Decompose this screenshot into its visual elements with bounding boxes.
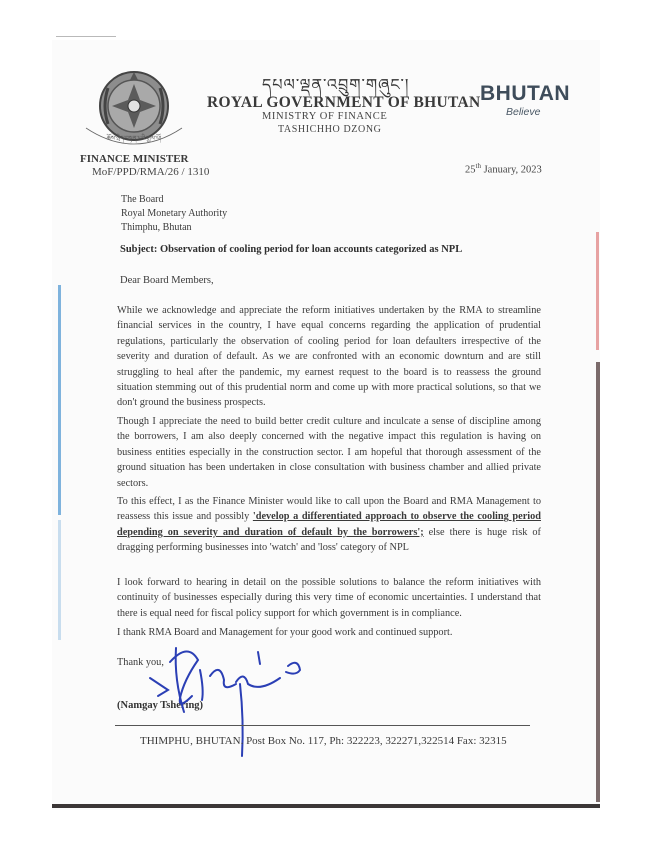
reference-number: MoF/PPD/RMA/26 / 1310 bbox=[92, 166, 210, 178]
signatory-name: (Namgay Tshering) bbox=[117, 700, 204, 711]
dzongkha-title: དཔལ་ལྡན་འབྲུག་གཞུང་། bbox=[262, 75, 410, 94]
closing-thanks: Thank you, bbox=[117, 657, 164, 668]
emphasized-request: 'develop a differentiated approach to observe the cooling period depending on severity and duration of default by the borrowers'; bbox=[117, 511, 541, 538]
paragraph-3: To this effect, I as the Finance Minister would like to call upon the Board and RMA Management to reassess this issue and possibly 'develop a differentiated approach to observe the cooling period depending on severity and duration of default by the borrowers'; else there is huge risk of dragging performing businesses into 'watch' and 'loss' category of NPL bbox=[117, 496, 541, 554]
recipient-line-2: Royal Monetary Authority bbox=[121, 208, 228, 219]
ministry-location: TASHICHHO DZONG bbox=[278, 124, 382, 135]
scan-mark bbox=[56, 36, 116, 37]
scan-edge-bottom bbox=[52, 804, 600, 808]
letter-subject: Subject: Observation of cooling period for loan accounts categorized as NPL bbox=[120, 244, 463, 255]
scan-edge-right bbox=[596, 362, 600, 802]
scan-edge-left bbox=[58, 285, 61, 515]
footer-divider bbox=[115, 725, 530, 726]
paragraph-2: Though I appreciate the need to build better credit culture and inculcate a sense of discipline among the borrowers, I am also deeply concerned with the negative impact this regulation is having on business entities especially in the construction sector. I am hopeful that thorough assessment of the ground situation has been undertaken in close consultation with business chamber and allied private sectors. bbox=[117, 416, 541, 489]
royal-emblem bbox=[80, 66, 188, 152]
ministry-name: MINISTRY OF FINANCE bbox=[262, 111, 388, 122]
recipient-line-1: The Board bbox=[121, 194, 164, 205]
emblem-motto: ཆོས་སྲིད་བསྟན་པའི་རྒྱལ་པོ། bbox=[106, 135, 162, 142]
paragraph-1: While we acknowledge and appreciate the reform initiatives undertaken by the RMA to streamline financial services in the country, I have equal concerns regarding the application of prudential regulations, particularly the observation of cooling period for loan defaulters irrespective of the severity and duration of default. As we are confronted with an economic downturn and are still struggling to heal after the pandemic, my earnest request to the board is to reassess the ground situation stemming out of this prudential norm and come up with more practical solutions, so that we don't ground the business prospects. bbox=[117, 305, 541, 409]
recipient-line-3: Thimphu, Bhutan bbox=[121, 222, 192, 233]
office-title: FINANCE MINISTER bbox=[80, 153, 189, 165]
government-name: ROYAL GOVERNMENT OF BHUTAN bbox=[207, 94, 481, 111]
footer-address: THIMPHU, BHUTAN. Post Box No. 117, Ph: 322223, 322271,322514 Fax: 32315 bbox=[140, 735, 507, 747]
scan-edge-left-lower bbox=[58, 520, 61, 640]
scan-edge-right-red bbox=[596, 232, 599, 350]
salutation: Dear Board Members, bbox=[120, 275, 214, 286]
paragraph-5: I thank RMA Board and Management for your good work and continued support. bbox=[117, 627, 453, 638]
brand-tagline: Believe bbox=[506, 106, 541, 118]
paragraph-4: I look forward to hearing in detail on the possible solutions to balance the reform initiatives with continuity of businesses especially during this very time of economic uncertainties. I understand that there is equal need for fiscal policy support for which government is in compliance. bbox=[117, 577, 541, 619]
bhutan-brand-logo: BHUTAN bbox=[480, 82, 571, 105]
letter-date: 25th January, 2023 bbox=[465, 162, 542, 176]
